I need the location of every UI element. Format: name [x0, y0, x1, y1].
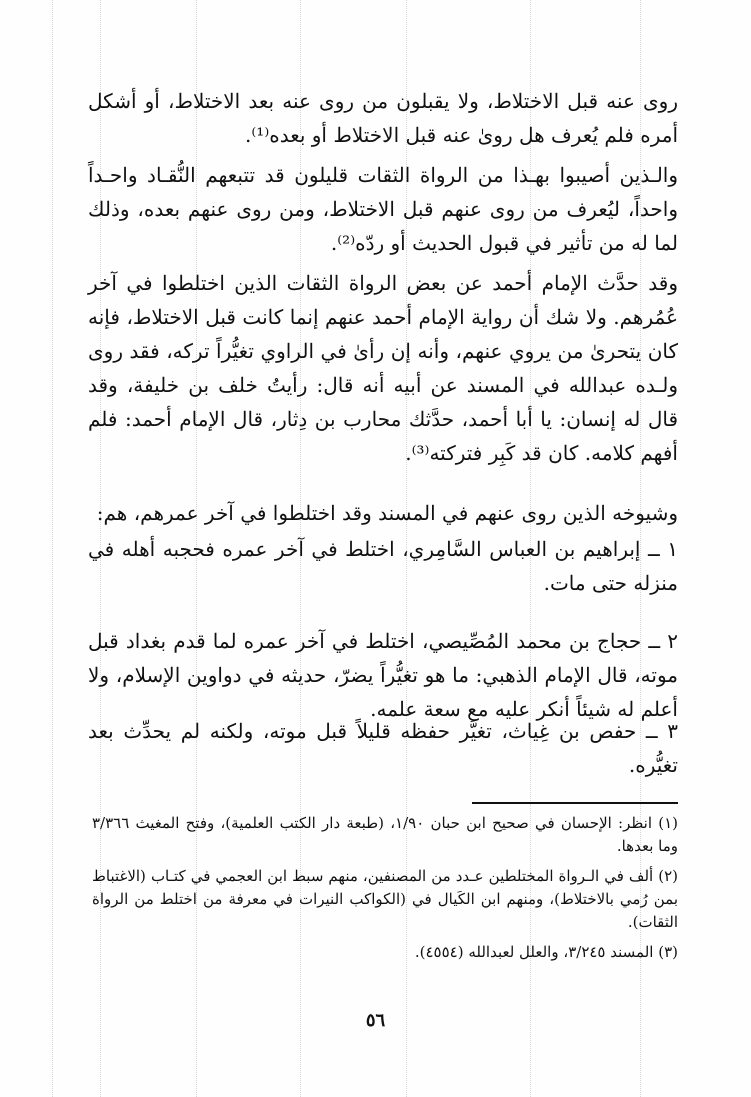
footnote-separator: [472, 802, 678, 804]
body-paragraph: وشيوخه الذين روى عنهم في المسند وقد اختلطوا في آخر عمرهم، هم:: [96, 501, 678, 525]
body-paragraph: والـذين أصيبوا بهـذا من الرواة الثقات قليلون قد تتبعهم النُّقـاد واحـداً واحداً، ليُعرف من روى عنهم قبل الاختلاط، ومن روى عنهم بعده، وذلك لما له من تأثير في قبول الحديث أو ردّه⁽²⁾.: [88, 163, 678, 255]
footnote: (٢) ألف في الـرواة المختلطين عـدد من المصنفين، منهم سبط ابن العجمي في كتـاب (الاغتباط بمن رُمي بالاختلاط)، ومنهم ابن الكَيال في (الكواكب النيرات في معرفة من اختلط من الرواة الثقات).: [92, 867, 678, 931]
list-item: ٣ ــ حفص بن غِياث، تغيَّر حفظه قليلاً قبل موته، ولكنه لم يحدِّث بعد تغيُّره.: [88, 719, 678, 777]
footnote: (١) انظر: الإحسان في صحيح ابن حبان ١/٩٠، (طبعة دار الكتب العلمية)، وفتح المغيث ٣/٣٦٦ وما بعدها.: [92, 814, 678, 855]
list-item: ٢ ــ حجاج بن محمد المُصِّيصي، اختلط في آخر عمره لما قدم بغداد قبل موته، قال الإمام الذهبي: ما هو تغيُّراً يضرّ، حديثه في دواوين الإسلام، ولا أعلم له شيئاً أنكر عليه مع سعة علمه.: [88, 629, 678, 721]
page-number: ٥٦: [365, 1010, 386, 1031]
body-paragraph: روى عنه قبل الاختلاط، ولا يقبلون من روى عنه بعد الاختلاط، أو أشكل أمره فلم يُعرف هل روىٰ عنه قبل الاختلاط أو بعده⁽¹⁾.: [88, 89, 678, 147]
list-item: ١ ــ إبراهيم بن العباس السَّامِري، اختلط في آخر عمره فحجبه أهله في منزله حتى مات.: [88, 537, 678, 595]
scan-dotted-line: [52, 0, 53, 1097]
footnotes: [92, 812, 678, 971]
body-paragraph: وقد حدَّث الإمام أحمد عن بعض الرواة الثقات الذين اختلطوا في آخر عُمُرهم. ولا شك أن رواية الإمام أحمد عنهم إنما كانت قبل الاختلاط، فإنه كان يتحرىٰ من يروي عنهم، وأنه إن رأىٰ في الراوي تغيُّراً تركه، فقد روى ولـده عبدالله في المسند عن أبيه أنه قال: رأيتُ خلف بن خليفة، وقد قال له إنسان: يا أبا أحمد، حدَّثك محارب بن دِثار، قال الإمام أحمد: فلم أفهم كلامه. كان قد كَبِر فتركته⁽³⁾.: [88, 271, 678, 465]
footnote: (٣) المسند ٣/٢٤٥، والعلل لعبدالله (٤٥٥٤).: [414, 943, 678, 961]
